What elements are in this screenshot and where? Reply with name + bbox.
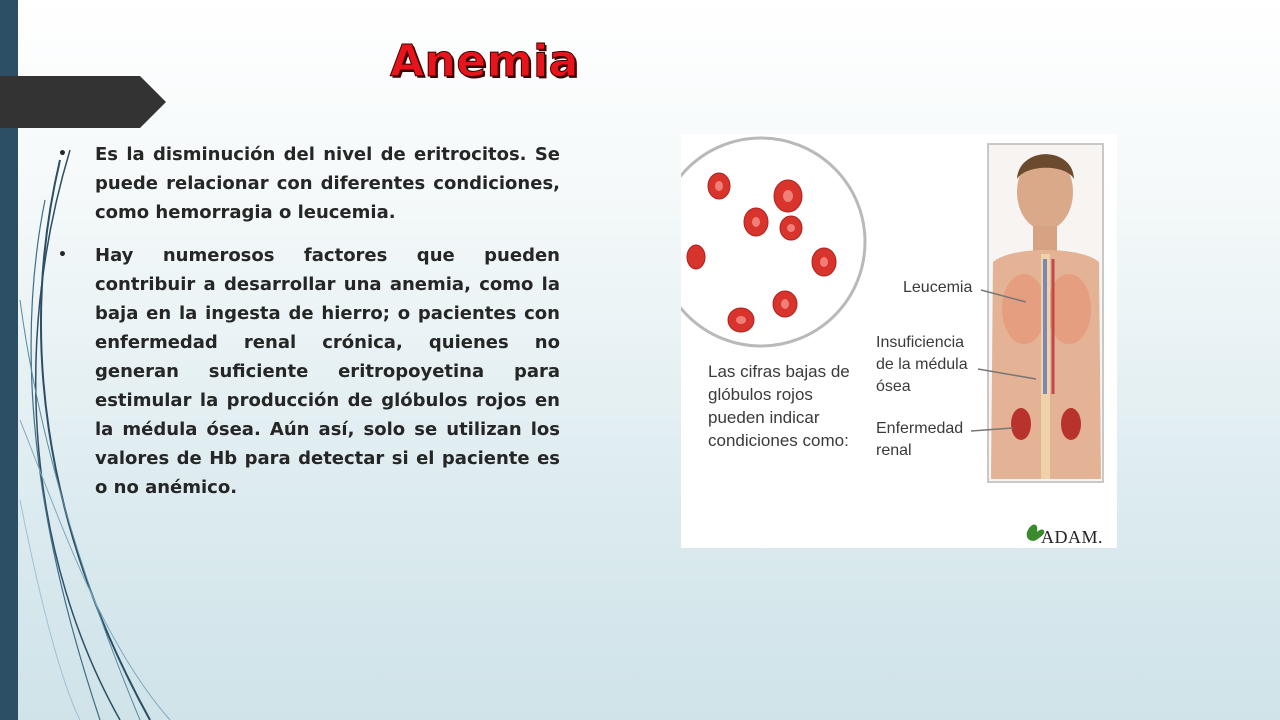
bullet-item: [58, 241, 560, 502]
label-insuficiencia-medula: [876, 332, 968, 398]
caption-line: glóbulos rojos: [708, 385, 813, 404]
label-line: de la médula: [876, 356, 968, 373]
bullet-item: [58, 140, 560, 227]
blood-cell-magnifier: [681, 138, 865, 346]
caption-line: condiciones como:: [708, 431, 849, 450]
bullet-dot-icon: •: [58, 146, 67, 162]
figure-caption: [708, 360, 850, 452]
label-line: Insuficiencia: [876, 334, 965, 351]
slide-title: Anemia: [390, 36, 579, 87]
label-leucemia: Leucemia: [903, 279, 973, 296]
label-line: ósea: [876, 378, 911, 395]
bullet-text: Es la disminución del nivel de eritrocitos. Se puede relacionar con diferentes condiciones, como hemorragia o leucemia.: [95, 144, 560, 223]
label-enfermedad-renal: [876, 418, 963, 462]
bullet-text: Hay numerosos factores que pueden contribuir a desarrollar una anemia, como la baja en la ingesta de hierro; o pacientes con enfermedad renal crónica, quienes no generan suficiente eritropoyetina para estimular la producción de glóbulos rojos en la médula ósea. Aún así, solo se utilizan los valores de Hb para detectar si el paciente es o no anémico.: [95, 245, 560, 498]
anemia-illustration: [681, 134, 1117, 548]
adam-logo: ADAM.: [1041, 527, 1104, 547]
label-line: renal: [876, 442, 912, 459]
title-tab-shape: [0, 76, 166, 128]
bullet-dot-icon: •: [58, 247, 67, 263]
human-body-figure: [971, 144, 1103, 482]
caption-line: Las cifras bajas de: [708, 362, 850, 381]
caption-line: pueden indicar: [708, 408, 820, 427]
label-line: Enfermedad: [876, 420, 964, 437]
bullet-list: [58, 140, 560, 516]
